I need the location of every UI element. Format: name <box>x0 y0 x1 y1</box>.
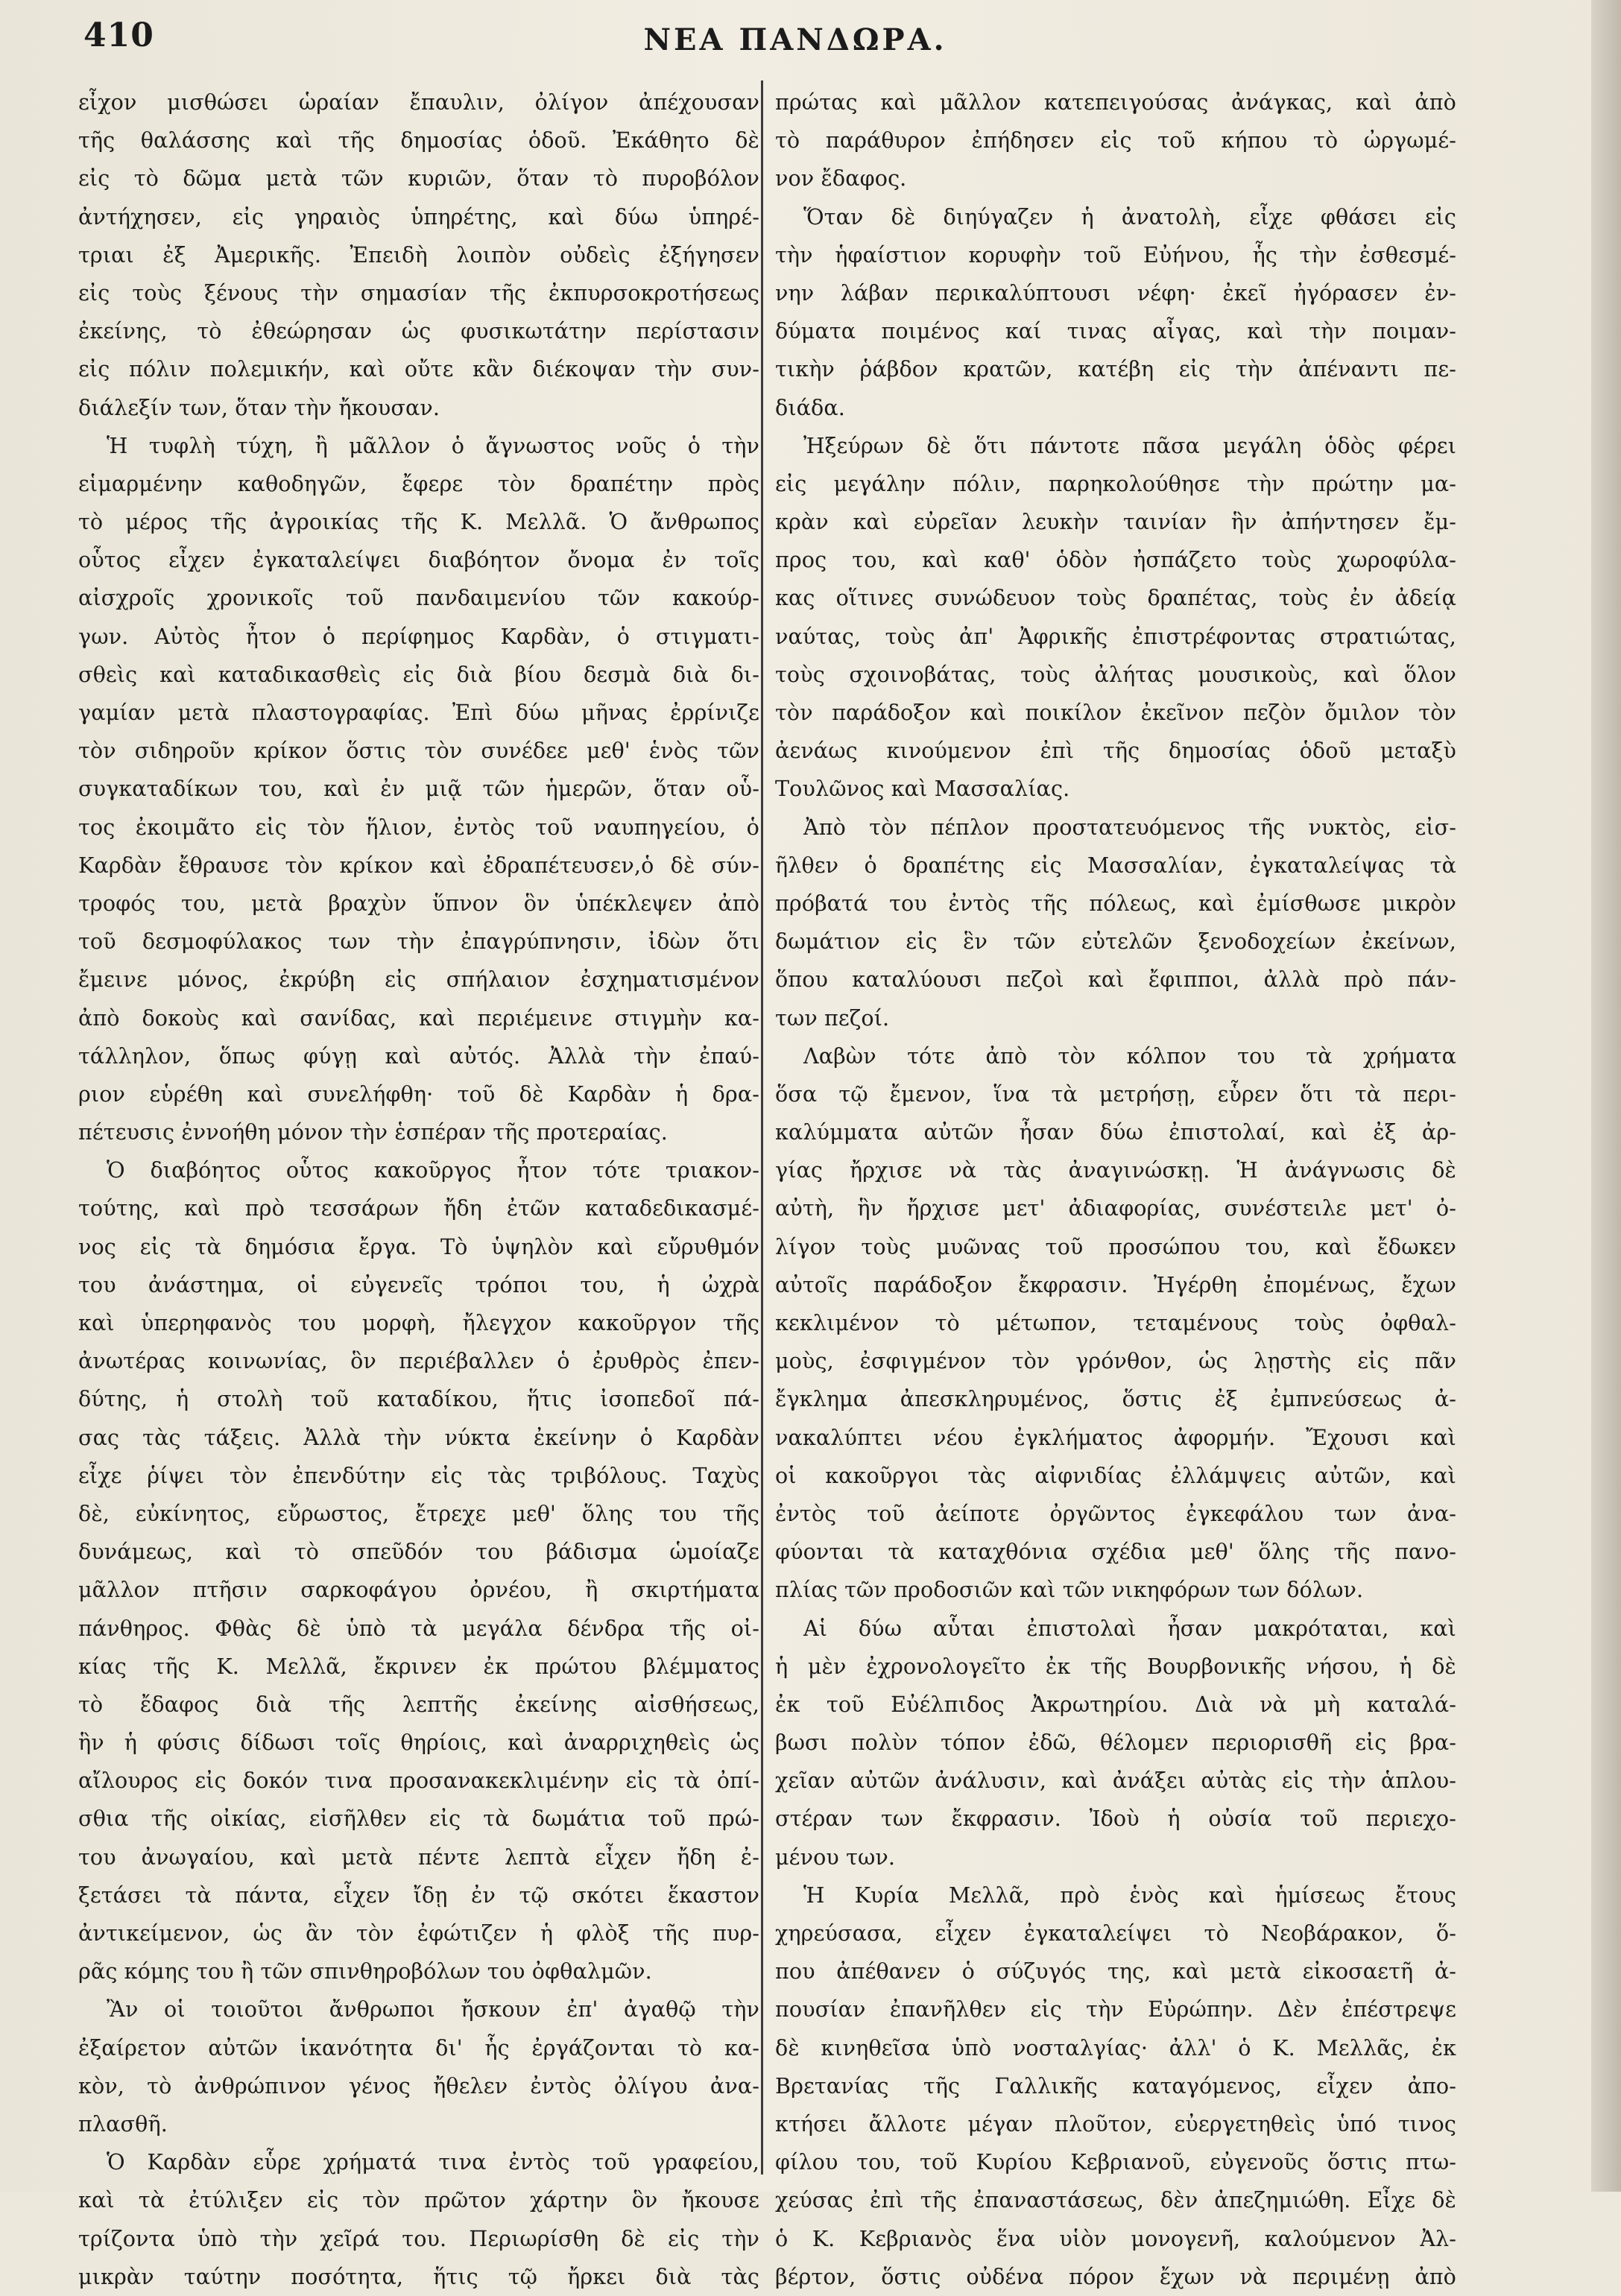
text-line: εἰς πόλιν πολεμικήν, καὶ οὔτε κἂν διέκοψαν τὴν συν- <box>78 356 759 382</box>
text-line: πάνθηρος. Φθὰς δὲ ὑπὸ τὰ μεγάλα δένδρα τῆς οἰ- <box>78 1615 759 1641</box>
text-line: αὐτὴ, ἣν ἤρχισε μετ' ἀδιαφορίας, συνέστειλε μετ' ὀ- <box>775 1195 1456 1221</box>
text-line: Ὅταν δὲ διηύγαζεν ἡ ἀνατολὴ, εἶχε φθάσει εἰς <box>803 203 1456 230</box>
text-line: γαμίαν μετὰ πλαστογραφίας. Ἐπὶ δύω μῆνας ἐρρίνιζε <box>78 700 759 725</box>
text-line: καὶ τὰ ἐτύλιξεν εἰς τὸν πρῶτον χάρτην ὃν ἤκουσε <box>78 2187 759 2213</box>
text-line: Βρετανίας τῆς Γαλλικῆς καταγόμενος, εἶχεν ἀπο- <box>775 2072 1456 2099</box>
text-line: φύονται τὰ καταχθόνια σχέδια μεθ' ὅλης τῆς πανο- <box>775 1539 1456 1565</box>
text-line: πλασθῆ. <box>78 2110 168 2137</box>
text-line: ἀντικείμενον, ὡς ἂν τὸν ἐφώτιζεν ἡ φλὸξ τῆς πυρ- <box>78 1920 759 1946</box>
text-line: δύτης, ἡ στολὴ τοῦ καταδίκου, ἥτις ἰσοπεδοῖ πά- <box>78 1386 759 1412</box>
text-line: χηρεύσασα, εἶχεν ἐγκαταλείψει τὸ Νεοβάρακον, ὅ- <box>775 1920 1456 1946</box>
text-line: διάδα. <box>775 394 845 420</box>
text-line: οὗτος εἶχεν ἐγκαταλείψει διαβόητον ὄνομα ἐν τοῖς <box>78 547 759 573</box>
text-line: ἀενάως κινούμενον ἐπὶ τῆς δημοσίας ὁδοῦ μεταξὺ <box>775 738 1456 764</box>
text-line: ὅπου καταλύουσι πεζοὶ καὶ ἔφιπποι, ἀλλὰ πρὸ πάν- <box>775 967 1456 993</box>
text-line: εἶχον μισθώσει ὡραίαν ἔπαυλιν, ὀλίγον ἀπέχουσαν <box>78 89 759 115</box>
text-line: τος ἐκοιμᾶτο εἰς τὸν ἥλιον, ἐντὸς τοῦ ναυπηγείου, ὁ <box>78 814 759 840</box>
text-line: Ἡ Κυρία Μελλᾶ, πρὸ ἑνὸς καὶ ἡμίσεως ἔτους <box>803 1882 1456 1908</box>
text-line: που ἀπέθανεν ὁ σύζυγός της, καὶ μετὰ εἰκοσαετῆ ἀ- <box>775 1958 1456 1985</box>
text-line: καὶ ὑπερηφανὸς του μορφὴ, ἤλεγχον κακοῦργον τῆς <box>78 1310 759 1335</box>
text-line: τριαι ἐξ Ἀμερικῆς. Ἐπειδὴ λοιπὸν οὐδεὶς ἐξήγησεν <box>78 241 759 268</box>
text-line: πουσίαν ἐπανῆλθεν εἰς τὴν Εὐρώπην. Δὲν ἐπέστρεψε <box>775 1996 1456 2023</box>
text-line: προς του, καὶ καθ' ὁδὸν ἠσπάζετο τοὺς χωροφύλα- <box>775 547 1456 573</box>
text-line: ριον εὑρέθη καὶ συνελήφθη· τοῦ δὲ Καρδὰν ἡ δρα- <box>78 1081 759 1107</box>
running-title: ΝΕΑ ΠΑΝΔΩΡΑ. <box>643 22 947 57</box>
text-line: κὸν, τὸ ἀνθρώπινον γένος ἤθελεν ἐντὸς ὀλίγου ἀνα- <box>78 2072 759 2099</box>
text-line: ἣν ἡ φύσις δίδωσι τοῖς θηρίοις, καὶ ἀναρριχηθεὶς ὡς <box>78 1730 759 1756</box>
text-line: ὅσα τῷ ἔμενον, ἵνα τὰ μετρήσῃ, εὗρεν ὅτι τὰ περι- <box>775 1081 1456 1107</box>
text-line: βωσι πολὺν τόπον ἐδῶ, θέλομεν περιορισθῆ εἰς βρα- <box>775 1730 1456 1756</box>
text-line: εἰς τοὺς ξένους τὴν σημασίαν τῆς ἐκπυρσοκροτήσεως <box>78 279 759 306</box>
text-line: τοῦ δεσμοφύλακος των τὴν ἐπαγρύπνησιν, ἰδὼν ὅτι <box>78 929 759 955</box>
text-line: ἔγκλημα ἀπεσκληρυμένος, ὅστις ἐξ ἐμπνεύσεως ἀ- <box>775 1386 1456 1412</box>
text-line: χεῖαν αὐτῶν ἀνάλυσιν, καὶ ἀνάξει αὐτὰς εἰς τὴν ἁπλου- <box>775 1768 1456 1794</box>
text-line: συγκαταδίκων του, καὶ ἐν μιᾷ τῶν ἡμερῶν, ὅταν οὗ- <box>78 776 759 802</box>
text-line: νακαλύπτει νέου ἐγκλήματος ἀφορμήν. Ἔχουσι καὶ <box>775 1424 1456 1450</box>
text-line: τροφός του, μετὰ βραχὺν ὕπνον ὃν ὑπέκλεψεν ἀπὸ <box>78 890 759 916</box>
text-line: τούτης, καὶ πρὸ τεσσάρων ἤδη ἐτῶν καταδεδικασμέ- <box>78 1195 759 1221</box>
text-line: μένου των. <box>775 1844 896 1870</box>
text-line: τὸν παράδοξον καὶ ποικίλον ἐκεῖνον πεζὸν ὄμιλον τὸν <box>775 700 1456 725</box>
text-line: ἐκ τοῦ Εὐέλπιδος Ἀκρωτηρίου. Διὰ νὰ μὴ καταλά- <box>775 1691 1456 1717</box>
text-line: κεκλιμένον τὸ μέτωπον, τεταμένους τοὺς ὀφθαλ- <box>775 1310 1456 1335</box>
column-divider <box>761 80 763 2175</box>
text-line: τρίζοντα ὑπὸ τὴν χεῖρά του. Περιωρίσθη δὲ εἰς τὴν <box>78 2225 759 2251</box>
text-line: νην λάβαν περικαλύπτουσι νέφη· ἐκεῖ ἠγόρασεν ἐν- <box>775 279 1456 306</box>
text-line: μικρὰν ταύτην ποσότητα, ἥτις τῷ ἤρκει διὰ τὰς <box>78 2263 759 2289</box>
left-column <box>78 83 759 2289</box>
text-line: χεύσας ἐπὶ τῆς ἐπαναστάσεως, δὲν ἀπεζημιώθη. Εἶχε δὲ <box>775 2187 1456 2213</box>
text-line: δὲ κινηθεῖσα ὑπὸ νοσταλγίας· ἀλλ' ὁ Κ. Μελλᾶς, ἐκ <box>775 2034 1456 2061</box>
text-line: διάλεξίν των, ὅταν τὴν ἤκουσαν. <box>78 394 440 420</box>
text-line: ῆλθεν ὁ δραπέτης εἰς Μασσαλίαν, ἐγκαταλείψας τὰ <box>775 852 1456 878</box>
text-line: ἐκείνης, τὸ ἐθεώρησαν ὡς φυσικωτάτην περίστασιν <box>78 318 759 344</box>
text-line: Ὁ διαβόητος οὗτος κακοῦργος ἦτον τότε τριακον- <box>107 1157 759 1183</box>
text-line: νος εἰς τὰ δημόσια ἔργα. Τὸ ὑψηλὸν καὶ εὔρυθμόν <box>78 1233 759 1259</box>
text-line: αἰσχροῖς χρονικοῖς τοῦ πανδαιμενίου τῶν κακούρ- <box>78 585 759 611</box>
text-line: Ἂν οἱ τοιοῦτοι ἄνθρωποι ἤσκουν ἐπ' ἀγαθῷ τὴν <box>107 1996 759 2023</box>
text-line: κρὰν καὶ εὐρεῖαν λευκὴν ταινίαν ἣν ἀπήντησεν ἔμ- <box>775 509 1456 535</box>
text-line: ξετάσει τὰ πάντα, εἶχεν ἴδῃ ἐν τῷ σκότει ἕκαστον <box>78 1882 759 1908</box>
text-line: τὸν σιδηροῦν κρίκον ὅστις τὸν συνέδεε μεθ' ἑνὸς τῶν <box>78 738 759 764</box>
text-line: καλύμματα αὐτῶν ἦσαν δύω ἐπιστολαί, καὶ ἐξ ἀρ- <box>775 1119 1456 1145</box>
right-column <box>775 83 1456 2289</box>
text-line: οἱ κακοῦργοι τὰς αἰφνιδίας ἐλλάμψεις αὐτῶν, καὶ <box>775 1462 1456 1488</box>
text-line: εἶχε ῥίψει τὸν ἐπενδύτην εἰς τὰς τριβόλους. Ταχὺς <box>78 1462 759 1488</box>
text-line: των πεζοί. <box>775 1005 890 1031</box>
text-line: σθεὶς καὶ καταδικασθεὶς εἰς διὰ βίου δεσμὰ διὰ δι- <box>78 661 759 687</box>
text-line: γίας ἤρχισε νὰ τὰς ἀναγινώσκῃ. Ἡ ἀνάγνωσις δὲ <box>775 1157 1456 1183</box>
text-line: γων. Αὐτὸς ἦτον ὁ περίφημος Καρδὰν, ὁ στιγματι- <box>78 623 759 649</box>
text-line: σας τὰς τάξεις. Ἀλλὰ τὴν νύκτα ἐκείνην ὁ Καρδὰν <box>78 1424 759 1450</box>
text-line: ναύτας, τοὺς ἀπ' Ἀφρικῆς ἐπιστρέφοντας στρατιώτας, <box>775 623 1456 649</box>
text-line: στέραν των ἔκφρασιν. Ἰδοὺ ἡ οὐσία τοῦ περιεχο- <box>775 1806 1456 1832</box>
text-line: μοὺς, ἐσφιγμένον τὸν γρόνθον, ὡς λῃστὴς εἰς πᾶν <box>775 1348 1456 1374</box>
text-line: λίγον τοὺς μυῶνας τοῦ προσώπου του, καὶ ἔδωκεν <box>775 1233 1456 1259</box>
text-line: εἱμαρμένην καθοδηγῶν, ἔφερε τὸν δραπέτην πρὸς <box>78 470 759 496</box>
text-line: κας οἵτινες συνώδευον τοὺς δραπέτας, τοὺς ἐν ἀδείᾳ <box>775 585 1456 611</box>
text-line: βέρτον, ὅστις οὐδένα πόρον ἔχων νὰ περιμένῃ ἀπὸ <box>775 2263 1456 2289</box>
text-line: τὸ παράθυρον ἐπήδησεν εἰς τοῦ κήπου τὸ ὠργωμέ- <box>775 127 1456 154</box>
text-line: ἐντὸς τοῦ ἀείποτε ὀργῶντος ἐγκεφάλου των ἀνα- <box>775 1500 1456 1526</box>
text-line: αὐτοῖς παράδοξον ἔκφρασιν. Ἠγέρθη ἐπομένως, ἔχων <box>775 1271 1456 1297</box>
text-line: δύματα ποιμένος καί τινας αἶγας, καὶ τὴν ποιμαν- <box>775 318 1456 344</box>
text-line: τικὴν ῥάβδον κρατῶν, κατέβη εἰς τὴν ἀπέναντι πε- <box>775 356 1456 382</box>
text-line: τοὺς σχοινοβάτας, τοὺς ἀλήτας μουσικοὺς, καὶ ὅλον <box>775 661 1456 687</box>
text-line: κτήσει ἄλλοτε μέγαν πλοῦτον, εὐεργετηθεὶς ὑπό τινος <box>775 2110 1456 2137</box>
text-line: ἀνωτέρας κοινωνίας, ὃν περιέβαλλεν ὁ ἐρυθρὸς ἐπεν- <box>78 1348 759 1374</box>
text-line: Ἡ τυφλὴ τύχη, ἢ μᾶλλον ὁ ἄγνωστος νοῦς ὁ τὴν <box>107 432 759 458</box>
text-line: εἰς μεγάλην πόλιν, παρηκολούθησε τὴν πρώτην μα- <box>775 470 1456 496</box>
text-line: αἴλουρος εἰς δοκόν τινα προσανακεκλιμένην εἰς τὰ ὀπί- <box>78 1768 759 1794</box>
text-line: ἡ μὲν ἐχρονολογεῖτο ἐκ τῆς Βουρβονικῆς νήσου, ἡ δὲ <box>775 1653 1456 1679</box>
page-spine-shadow <box>1591 0 1621 2192</box>
text-line: Καρδὰν ἔθραυσε τὸν κρίκον καὶ ἐδραπέτευσεν,ὁ δὲ σύν- <box>78 852 759 878</box>
text-line: μᾶλλον πτῆσιν σαρκοφάγου ὀρνέου, ἢ σκιρτήματα <box>78 1577 759 1603</box>
text-line: σθια τῆς οἰκίας, εἰσῆλθεν εἰς τὰ δωμάτια τοῦ πρώ- <box>78 1806 759 1832</box>
text-line: κίας τῆς Κ. Μελλᾶ, ἔκρινεν ἐκ πρώτου βλέμματος <box>78 1653 759 1679</box>
text-line: δυνάμεως, καὶ τὸ σπεῦδόν του βάδισμα ὡμοίαζε <box>78 1539 759 1565</box>
text-line: Ἠξεύρων δὲ ὅτι πάντοτε πᾶσα μεγάλη ὁδὸς φέρει <box>803 432 1456 458</box>
text-line: Ἀπὸ τὸν πέπλον προστατευόμενος τῆς νυκτὸς, εἰσ- <box>803 814 1456 840</box>
text-line: δωμάτιον εἰς ἓν τῶν εὐτελῶν ξενοδοχείων ἐκείνων, <box>775 929 1456 955</box>
text-line: τὸ ἔδαφος διὰ τῆς λεπτῆς ἐκείνης αἰσθήσεως, <box>78 1691 759 1717</box>
text-line: ἀπὸ δοκοὺς καὶ σανίδας, καὶ περιέμεινε στιγμὴν κα- <box>78 1005 759 1031</box>
text-line: εἰς τὸ δῶμα μετὰ τῶν κυριῶν, ὅταν τὸ πυροβόλον <box>78 165 759 192</box>
text-line: Ὁ Καρδὰν εὗρε χρήματά τινα ἐντὸς τοῦ γραφείου, <box>107 2149 759 2175</box>
text-line: ἐξαίρετον αὐτῶν ἱκανότητα δι' ἧς ἐργάζονται τὸ κα- <box>78 2034 759 2061</box>
text-line: τάλληλον, ὅπως φύγῃ καὶ αὐτός. Ἀλλὰ τὴν ἐπαύ- <box>78 1043 759 1069</box>
text-line: ἔμεινε μόνος, ἐκρύβη εἰς σπήλαιον ἐσχηματισμένον <box>78 967 759 993</box>
text-line: πρώτας καὶ μᾶλλον κατεπειγούσας ἀνάγκας, καὶ ἀπὸ <box>775 89 1456 115</box>
text-line: Αἱ δύω αὗται ἐπιστολαὶ ἦσαν μακρόταται, καὶ <box>803 1615 1456 1641</box>
text-line: Λαβὼν τότε ἀπὸ τὸν κόλπον του τὰ χρήματα <box>803 1043 1456 1069</box>
text-line: Τουλῶνος καὶ Μασσαλίας. <box>775 776 1070 802</box>
text-line: ρᾶς κόμης του ἢ τῶν σπινθηροβόλων του ὀφθαλμῶν. <box>78 1958 652 1985</box>
page-header <box>83 16 1507 69</box>
text-line: τῆς θαλάσσης καὶ τῆς δημοσίας ὁδοῦ. Ἐκάθητο δὲ <box>78 127 759 154</box>
text-line: ὁ Κ. Κεβριανὸς ἕνα υἱὸν μονογενῆ, καλούμενον Ἀλ- <box>775 2225 1456 2251</box>
text-line: πρόβατά του ἐντὸς τῆς πόλεως, καὶ ἐμίσθωσε μικρὸν <box>775 890 1456 916</box>
text-line: δὲ, εὐκίνητος, εὔρωστος, ἔτρεχε μεθ' ὅλης του τῆς <box>78 1500 759 1526</box>
text-line: πέτευσις ἐννοήθη μόνον τὴν ἑσπέραν τῆς προτεραίας. <box>78 1119 668 1145</box>
text-line: τὸ μέρος τῆς ἀγροικίας τῆς Κ. Μελλᾶ. Ὁ ἄνθρωπος <box>78 509 759 535</box>
text-line: πλίας τῶν προδοσιῶν καὶ τῶν νικηφόρων των δόλων. <box>775 1577 1364 1603</box>
text-line: τὴν ἡφαίστιον κορυφὴν τοῦ Εὐήνου, ἧς τὴν ἐσθεσμέ- <box>775 241 1456 268</box>
text-line: νον ἔδαφος. <box>775 165 907 192</box>
text-line: φίλου του, τοῦ Κυρίου Κεβριανοῦ, εὐγενοῦς ὅστις πτω- <box>775 2149 1456 2175</box>
text-line: του ἀνάστημα, οἱ εὐγενεῖς τρόποι του, ἡ ὠχρὰ <box>78 1271 759 1297</box>
text-line: ἀντήχησεν, εἰς γηραιὸς ὑπηρέτης, καὶ δύω ὑπηρέ- <box>78 203 759 230</box>
text-line: του ἀνωγαίου, καὶ μετὰ πέντε λεπτὰ εἶχεν ἤδη ἐ- <box>78 1844 759 1870</box>
page-number: 410 <box>83 16 154 54</box>
